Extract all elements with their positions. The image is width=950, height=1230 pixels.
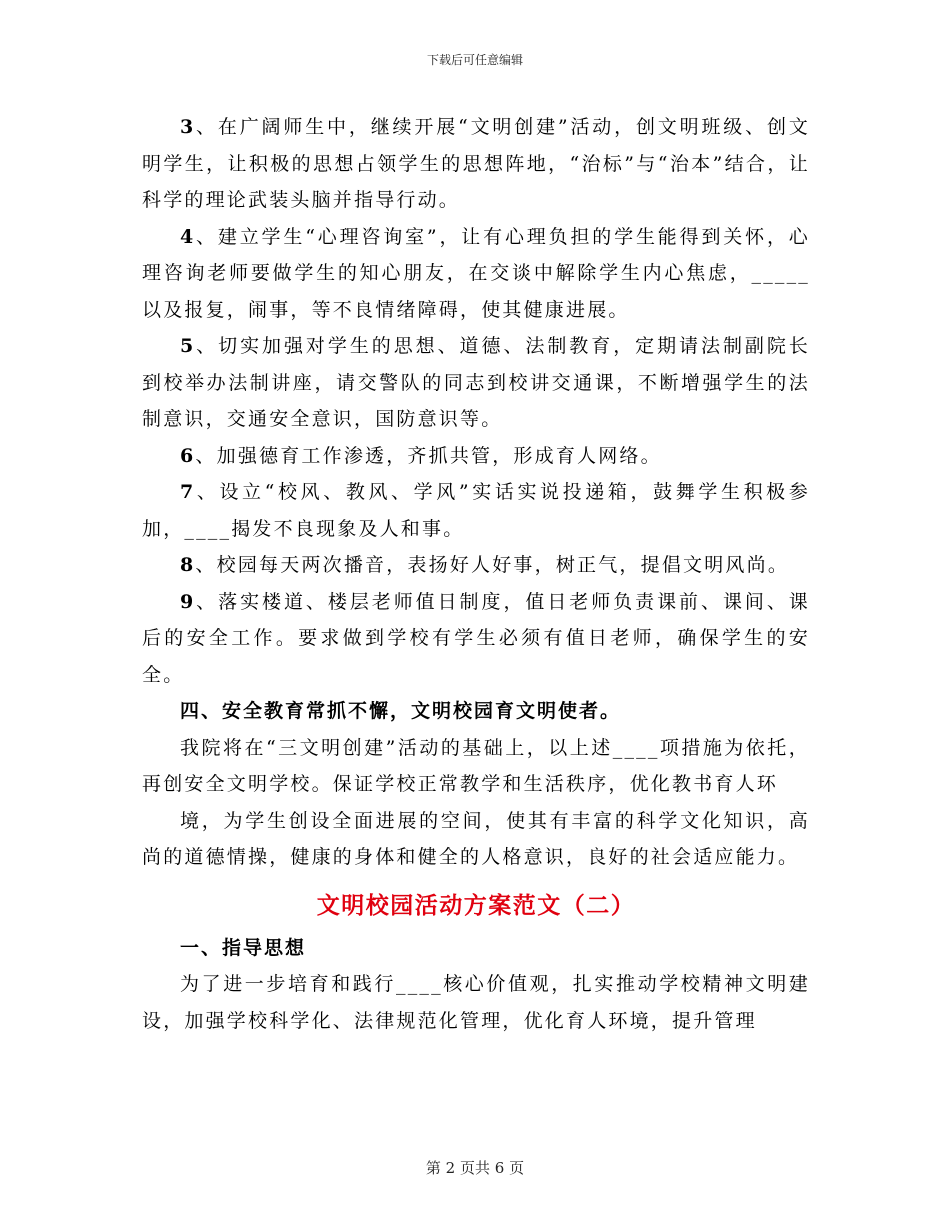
section-title: 文明校园活动方案范文（二） [316,891,636,919]
list-item-9 [142,584,810,694]
list-item-8 [142,547,810,584]
sub-heading: 一、指导思想 [180,936,307,959]
list-item-5 [142,328,810,438]
item-text: 、设立“校风、教风、学风”实话实说投递箱，鼓舞学生积极参加，____揭发不良现象及人和事。 [142,481,810,540]
item-number: 7 [180,481,196,503]
document-body [142,109,810,1039]
list-item-7 [142,474,810,547]
item-number: 3 [180,116,196,138]
item-text: 、加强德育工作渗透，齐抓共管，形成育人网络。 [195,444,662,467]
page-header: 下载后可任意编辑 [426,53,523,67]
list-item-3 [142,109,810,219]
item-text: 、建立学生“心理咨询室”，让有心理负担的学生能得到关怀，心理咨询老师要做学生的知心朋友，在交谈中解除学生内心焦虑，_____以及报复，闹事，等不良情绪障碍，使其健康进展。 [142,225,810,321]
item-number: 5 [180,335,196,357]
page-footer: 第 2 页共 6 页 [425,1159,525,1177]
body-paragraph: 境，为学生创设全面进展的空间，使其有丰富的科学文化知识，高尚的道德情操，健康的身体和健全的人格意识，良好的社会适应能力。 [142,809,810,868]
item-number: 8 [180,554,196,576]
item-text: 、校园每天两次播音，表扬好人好事，树正气，提倡文明风尚。 [195,554,790,576]
section-heading: 四、安全教育常抓不懈，文明校园育文明使者。 [180,700,622,722]
item-number: 6 [180,444,196,467]
body-paragraph: 我院将在“三文明创建”活动的基础上，以上述____项措施为依托，再创安全文明学校。保证学校正常教学和生活秩序，优化教书育人环 [142,736,810,795]
item-number: 9 [180,590,196,613]
list-item-6 [142,438,810,475]
item-text: 、切实加强对学生的思想、道德、法制教育，定期请法制副院长到校举办法制讲座，请交警队的同志到校讲交通课，不断增强学生的法制意识，交通安全意识，国防意识等。 [142,335,810,430]
item-text: 、在广阔师生中，继续开展“文明创建”活动，创文明班级、创文明学生，让积极的思想占领学生的思想阵地，“治标”与“治本”结合，让科学的理论武装头脑并指导行动。 [142,116,810,211]
list-item-4 [142,219,810,329]
item-number: 4 [180,225,196,248]
body-paragraph: 为了进一步培育和践行____核心价值观，扎实推动学校精神文明建设，加强学校科学化、法律规范化管理，优化育人环境，提升管理 [142,973,810,1032]
item-text: 、落实楼道、楼层老师值日制度，值日老师负责课前、课间、课后的安全工作。要求做到学校有学生必须有值日老师，确保学生的安全。 [142,590,810,686]
